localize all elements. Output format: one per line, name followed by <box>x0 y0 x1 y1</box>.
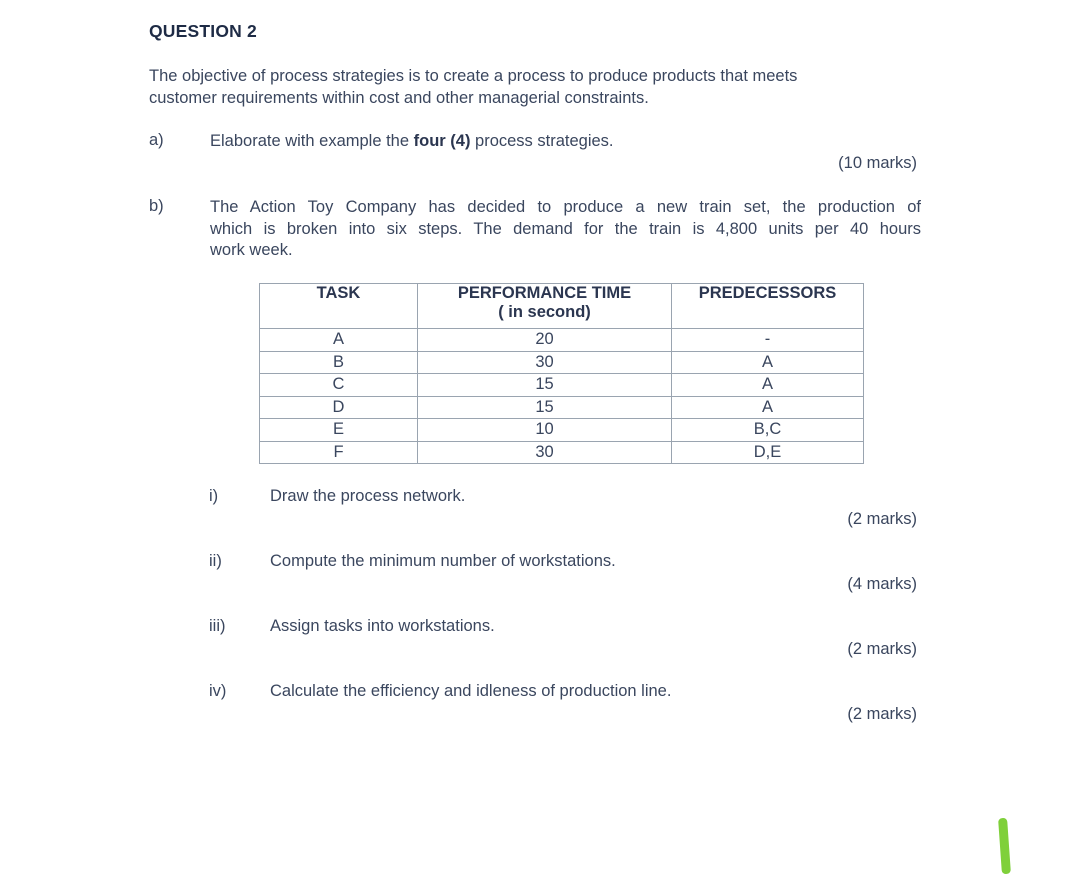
subquestion-i-label: i) <box>209 487 219 505</box>
subquestion-iii-label: iii) <box>209 617 226 635</box>
table-row <box>260 374 864 397</box>
header-performance-time-line1: PERFORMANCE TIME <box>457 284 632 302</box>
subquestion-ii-marks: (4 marks) <box>847 575 917 593</box>
subquestion-iii-text: Assign tasks into workstations. <box>270 617 495 635</box>
part-b-line: The Action Toy Company has decided to produce a new train set, the production of <box>210 198 921 216</box>
intro-line: customer requirements within cost and other managerial constraints. <box>149 88 649 107</box>
task-cell: D <box>260 396 418 419</box>
part-a-text-before: Elaborate with example the <box>210 132 414 150</box>
task-cell: E <box>260 419 418 442</box>
part-b-line: which is broken into six steps. The demand for the train is 4,800 units per 40 hours <box>210 219 921 238</box>
table-row <box>260 329 864 352</box>
time-cell: 10 <box>418 419 672 442</box>
header-performance-time-line2: ( in second) <box>498 303 591 321</box>
task-table <box>259 283 864 464</box>
time-cell: 15 <box>418 396 672 419</box>
part-a-text <box>210 131 930 153</box>
question-heading: QUESTION 2 <box>149 21 257 41</box>
table-header-row <box>260 284 864 329</box>
subquestion-iv-text: Calculate the efficiency and idleness of production line. <box>270 682 672 700</box>
subquestion-ii-label: ii) <box>209 552 222 570</box>
part-a-text-bold: four (4) <box>413 132 471 150</box>
part-a-label: a) <box>149 131 164 149</box>
subquestion-i-marks: (2 marks) <box>847 510 917 528</box>
part-b-line: work week. <box>210 241 293 259</box>
predecessor-cell: B,C <box>672 419 864 442</box>
task-cell: B <box>260 351 418 374</box>
time-cell: 30 <box>418 441 672 464</box>
header-task: TASK <box>260 284 418 329</box>
subquestion-iv-marks: (2 marks) <box>847 705 917 723</box>
subquestion-iv-label: iv) <box>209 682 227 700</box>
subquestion-ii-text: Compute the minimum number of workstations. <box>270 552 616 570</box>
task-cell: C <box>260 374 418 397</box>
table-row <box>260 351 864 374</box>
part-b-text <box>210 197 921 262</box>
subquestion-iii-marks: (2 marks) <box>847 640 917 658</box>
predecessor-cell: A <box>672 374 864 397</box>
subquestion-i-text: Draw the process network. <box>270 487 466 505</box>
predecessor-cell: A <box>672 351 864 374</box>
intro-line: The objective of process strategies is to create a process to produce products that meets <box>149 67 798 85</box>
predecessor-cell: A <box>672 396 864 419</box>
time-cell: 20 <box>418 329 672 352</box>
table-row <box>260 419 864 442</box>
table-row <box>260 396 864 419</box>
predecessor-cell: - <box>672 329 864 352</box>
part-a-text-after: process strategies. <box>470 132 614 150</box>
task-cell: F <box>260 441 418 464</box>
predecessor-cell: D,E <box>672 441 864 464</box>
highlighter-stroke <box>998 818 1011 874</box>
table-row <box>260 441 864 464</box>
question-intro <box>149 66 929 109</box>
header-predecessors: PREDECESSORS <box>672 284 864 329</box>
time-cell: 30 <box>418 351 672 374</box>
part-a-marks: (10 marks) <box>838 154 917 172</box>
task-cell: A <box>260 329 418 352</box>
time-cell: 15 <box>418 374 672 397</box>
header-performance-time <box>418 284 672 329</box>
part-b-label: b) <box>149 197 164 215</box>
